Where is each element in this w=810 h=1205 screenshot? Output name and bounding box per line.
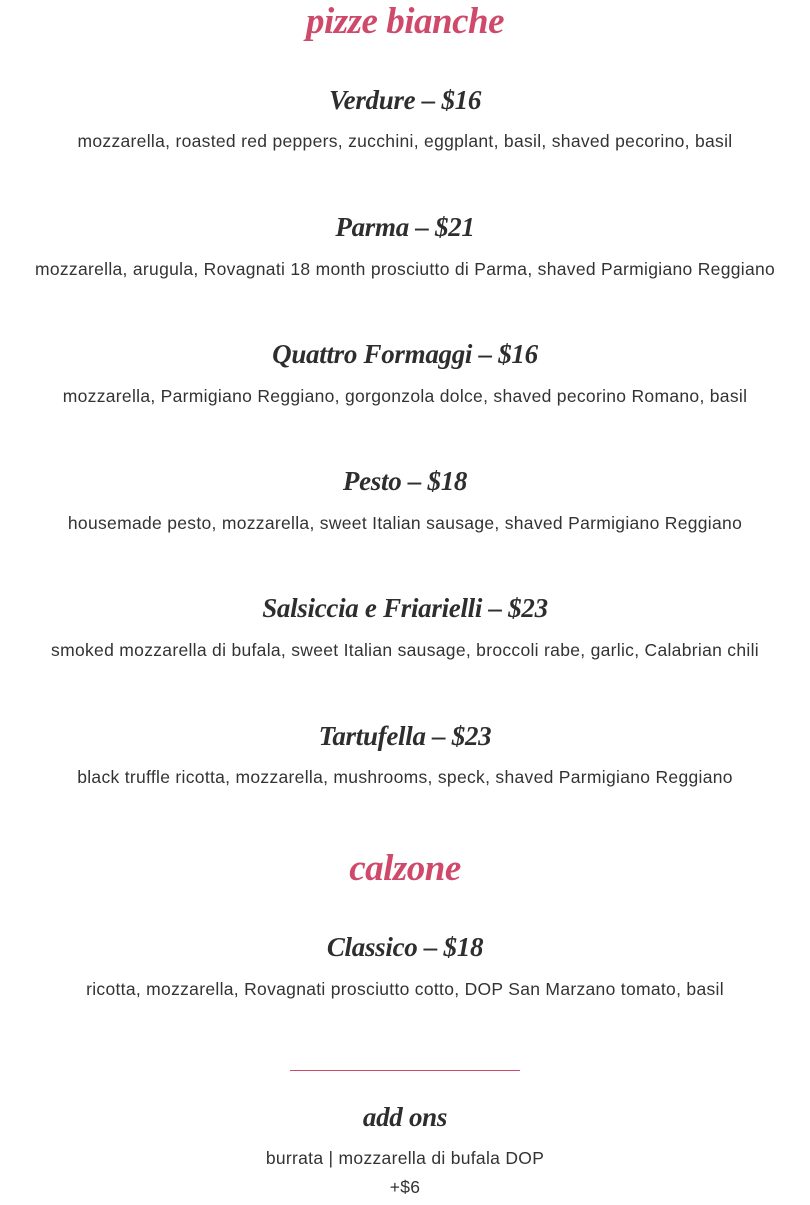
menu-item-title: Tartufella – $23 xyxy=(318,721,492,751)
menu-item-description: mozzarella, Parmigiano Reggiano, gorgonzola dolce, shaved pecorino Romano, basil xyxy=(62,386,748,406)
menu-item-title: Parma – $21 xyxy=(335,212,475,242)
menu-item-description: mozzarella, roasted red peppers, zucchini, eggplant, basil, shaved pecorino, basil xyxy=(77,131,733,151)
menu-item-description: ricotta, mozzarella, Rovagnati prosciutto cotto, DOP San Marzano tomato, basil xyxy=(86,979,724,999)
menu-item-title: Quattro Formaggi – $16 xyxy=(272,339,538,369)
menu-item-title: Pesto – $18 xyxy=(342,466,468,496)
section-title-calzone: calzone xyxy=(349,848,461,889)
section-title-pizze-bianche: pizze bianche xyxy=(305,1,505,42)
menu-item-description: mozzarella, arugula, Rovagnati 18 month prosciutto di Parma, shaved Parmigiano Reggiano xyxy=(34,259,776,279)
menu-item-title: Verdure – $16 xyxy=(328,85,482,115)
section-divider xyxy=(290,1070,520,1071)
menu-item-description: black truffle ricotta, mozzarella, mushrooms, speck, shaved Parmigiano Reggiano xyxy=(77,767,733,787)
menu-item-title: Salsiccia e Friarielli – $23 xyxy=(262,593,548,623)
menu-item-description: housemade pesto, mozzarella, sweet Italian sausage, shaved Parmigiano Reggiano xyxy=(67,513,743,533)
menu-item-description: smoked mozzarella di bufala, sweet Italian sausage, broccoli rabe, garlic, Calabrian chili xyxy=(51,640,759,660)
addons-description: burrata | mozzarella di bufala DOP xyxy=(265,1148,545,1168)
menu-item-title: Classico – $18 xyxy=(326,932,484,962)
addons-price: +$6 xyxy=(389,1177,421,1197)
addons-title: add ons xyxy=(362,1102,448,1132)
